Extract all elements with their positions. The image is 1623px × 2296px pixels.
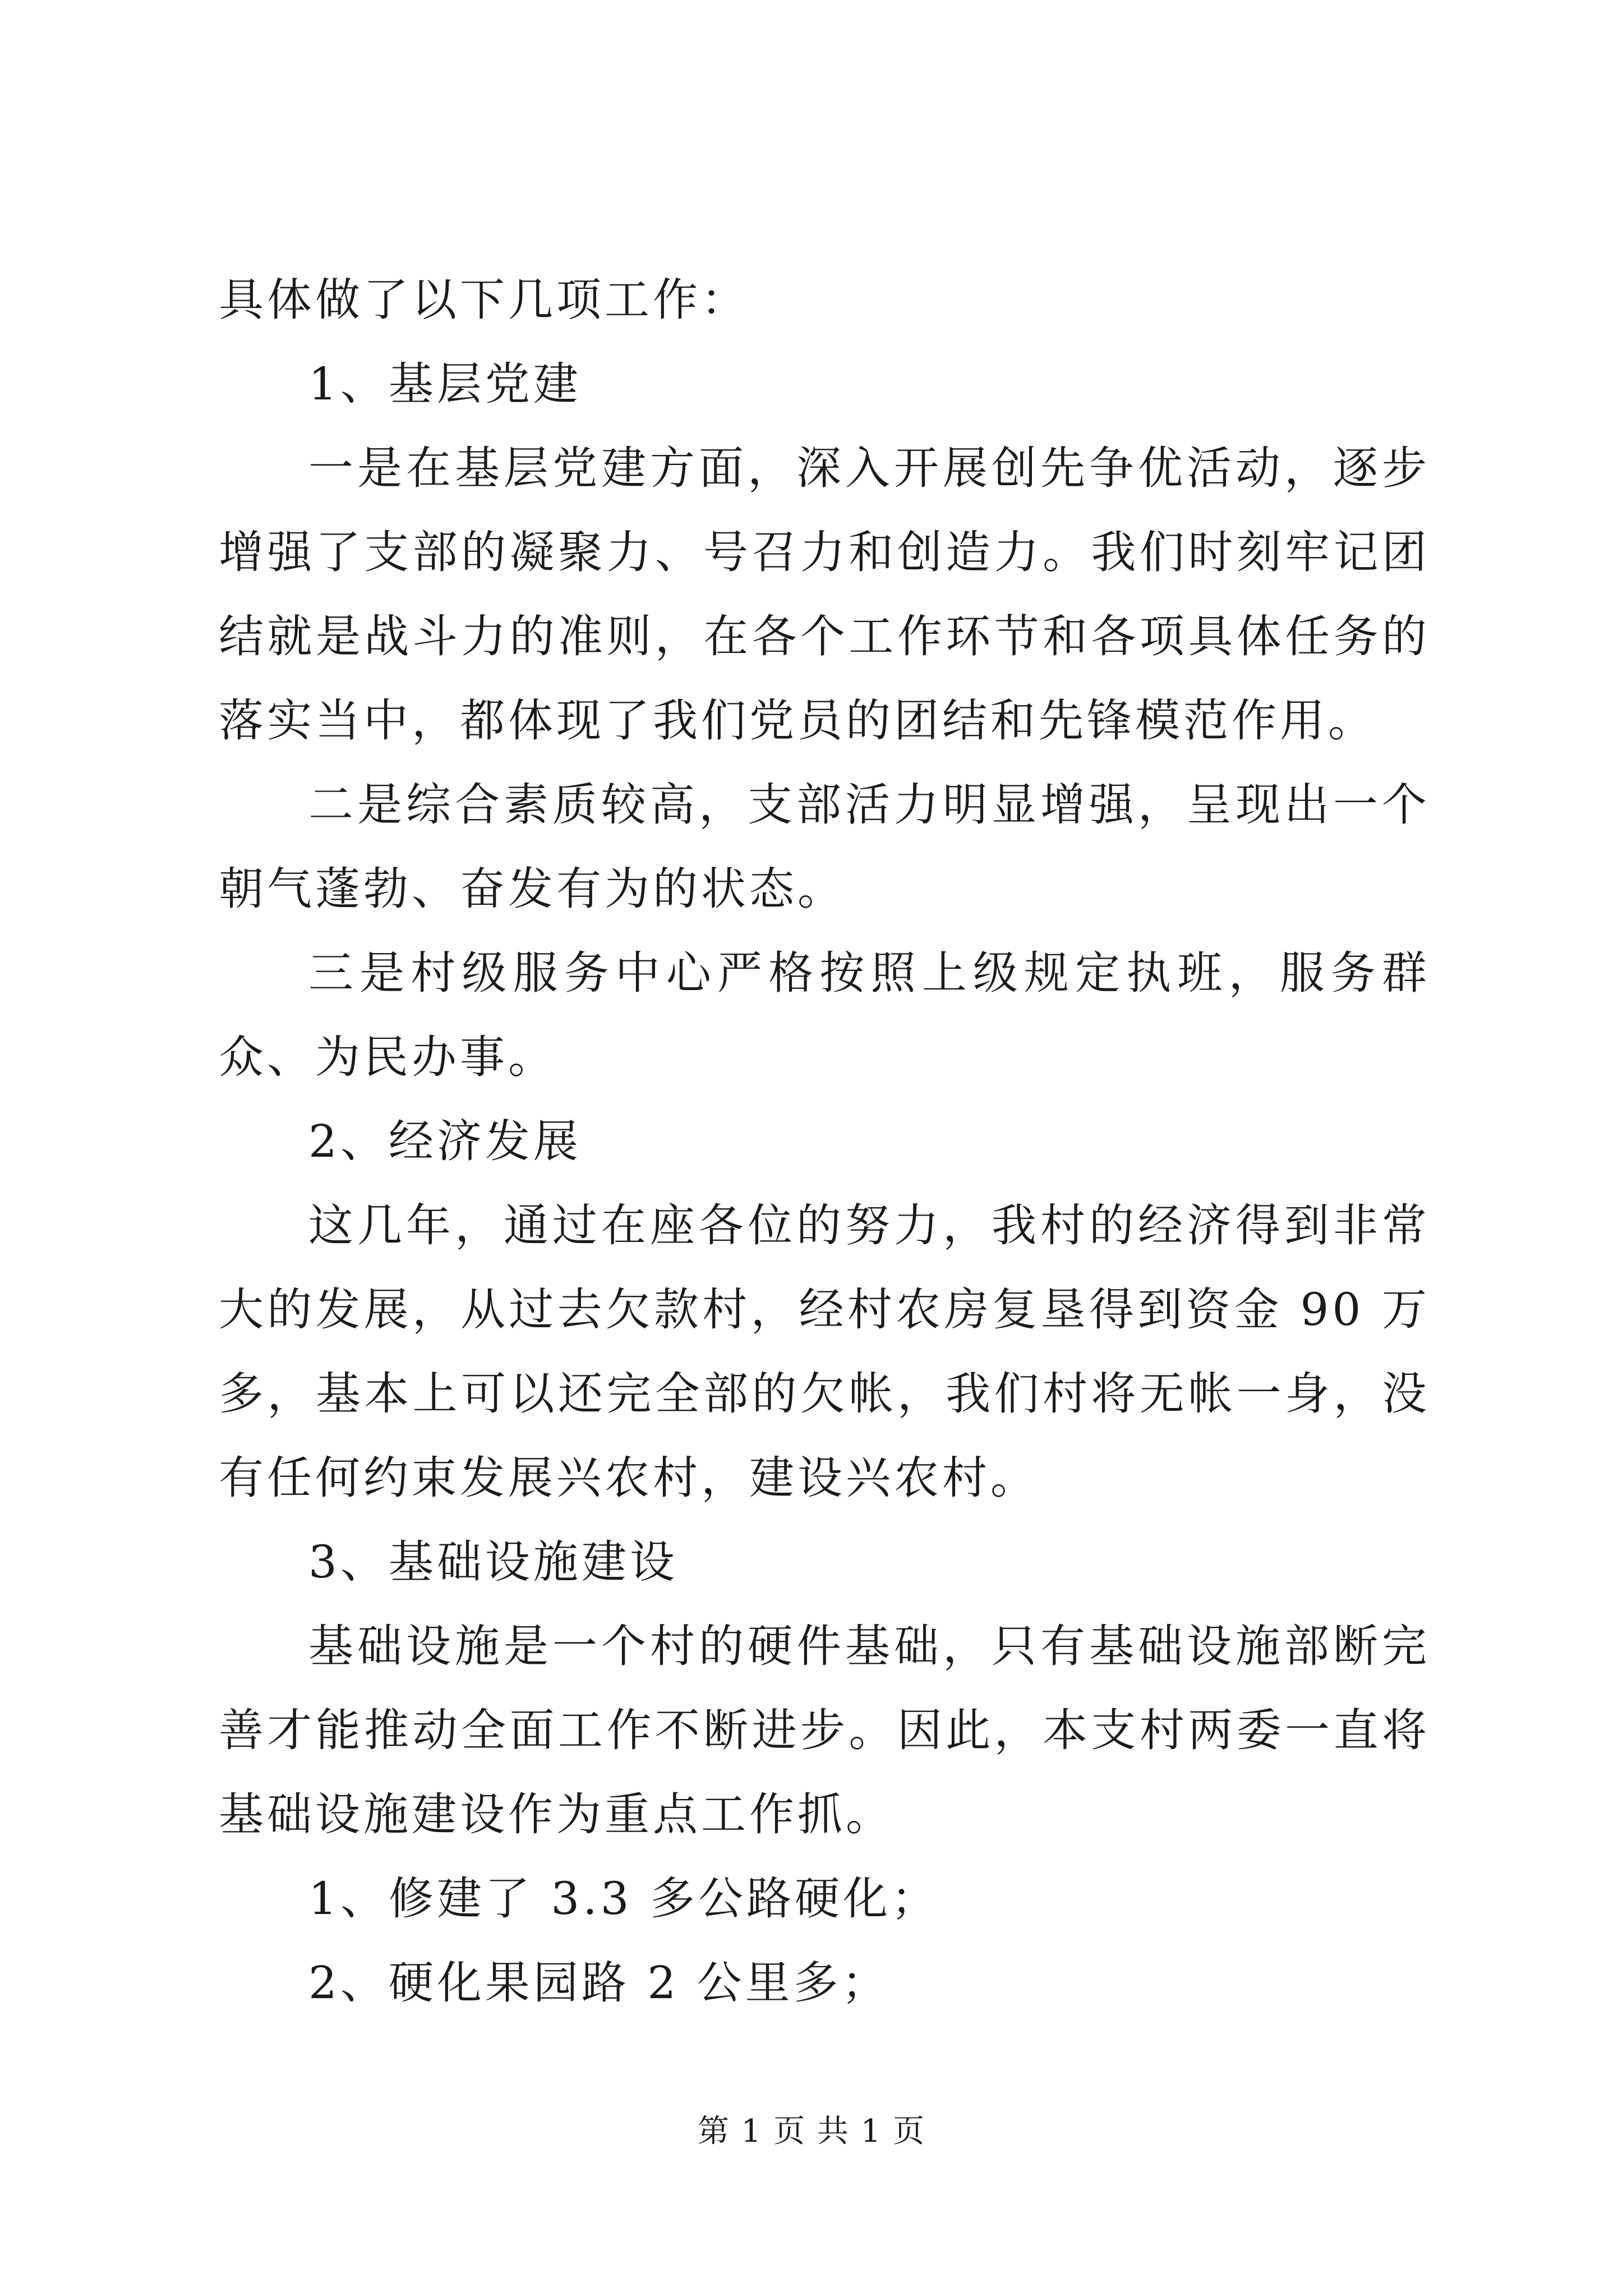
paragraph-party-building-1: 一是在基层党建方面，深入开展创先争优活动，逐步增强了支部的凝聚力、号召力和创造力。我们时刻牢记团结就是战斗力的准则，在各个工作环节和各项具体任务的落实当中，都体现了我们党员的团结和先锋模范作用。: [219, 442, 1430, 747]
paragraph-infrastructure: 基础设施是一个村的硬件基础，只有基础设施部断完善才能推动全面工作不断进步。因此，本支村两委一直将基础设施建设作为重点工作抓。: [219, 1620, 1430, 1841]
paragraph-party-building-3: 三是村级服务中心严格按照上级规定执班，服务群众、为民办事。: [219, 947, 1430, 1083]
section-heading-economy: 2、经济发展: [308, 1115, 582, 1167]
page-footer: [0, 2109, 1623, 2154]
paragraph-intro: 具体做了以下几项工作：: [219, 274, 749, 326]
paragraph-party-building-2: 二是综合素质较高，支部活力明显增强，呈现出一个朝气蓬勃、奋发有为的状态。: [219, 779, 1430, 915]
paragraph-economy: 这几年，通过在座各位的努力，我村的经济得到非常大的发展，从过去欠款村，经村农房复垦得到资金 90 万多，基本上可以还完全部的欠帐，我们村将无帐一身，没有任何约束发展兴农村，建设兴农村。: [219, 1199, 1430, 1504]
page-number: 第 1 页 共 1 页: [697, 2113, 926, 2150]
list-item-orchard-road: 2、硬化果园路 2 公里多；: [308, 1957, 890, 2009]
section-heading-party-building: 1、基层党建: [308, 358, 582, 410]
section-heading-infrastructure: 3、基础设施建设: [308, 1536, 678, 1588]
list-item-road-hardening: 1、修建了 3.3 多公路硬化；: [308, 1872, 939, 1925]
document-body: [219, 258, 1430, 2025]
